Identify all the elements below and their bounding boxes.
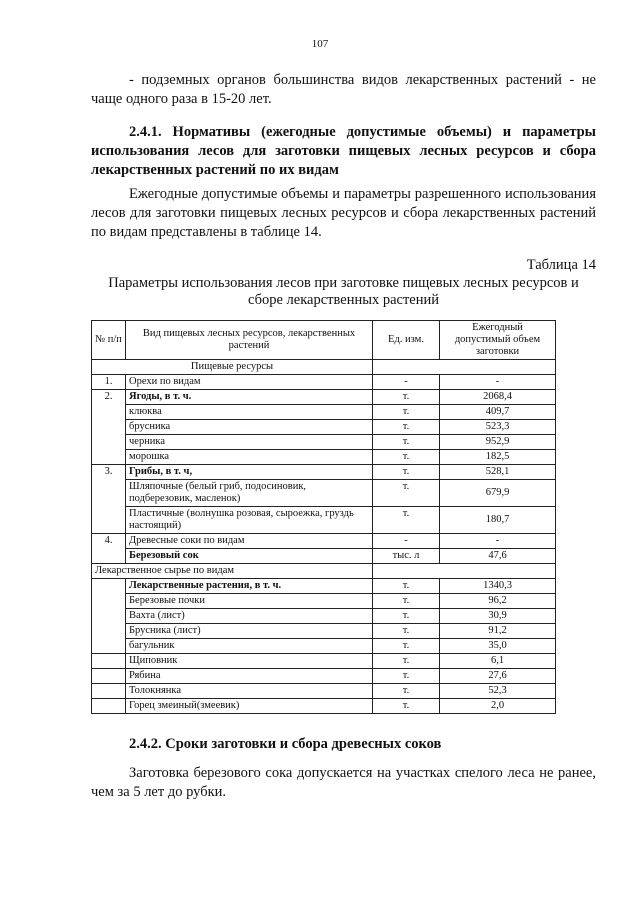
table-row bbox=[92, 435, 556, 450]
row-unit: т. bbox=[373, 639, 440, 654]
row-volume: 47,6 bbox=[440, 549, 556, 564]
row-name: Толокнянка bbox=[126, 684, 373, 699]
row-name: Горец змеиный(змеевик) bbox=[126, 699, 373, 714]
row-volume: 2,0 bbox=[440, 699, 556, 714]
row-volume: 91,2 bbox=[440, 624, 556, 639]
header-no: № п/п bbox=[92, 321, 126, 360]
section-heading: 2.4.1. Нормативы (ежегодные допустимые объемы) и параметры использования лесов для заготовки пищевых лесных ресурсов и сбора лекарственных растений по их видам bbox=[91, 124, 596, 178]
row-unit: т. bbox=[373, 624, 440, 639]
table-row bbox=[92, 549, 556, 564]
row-unit: т. bbox=[373, 594, 440, 609]
table-row bbox=[92, 699, 556, 714]
group-spacer bbox=[373, 360, 556, 375]
resources-table bbox=[91, 320, 556, 714]
row-name: Лекарственные растения, в т. ч. bbox=[126, 579, 373, 594]
row-name: Щиповник bbox=[126, 654, 373, 669]
section-heading-2: 2.4.2. Сроки заготовки и сбора древесных соков bbox=[129, 736, 442, 752]
row-name: Грибы, в т. ч, bbox=[126, 465, 373, 480]
row-unit: - bbox=[373, 534, 440, 549]
row-name: Березовые почки bbox=[126, 594, 373, 609]
row-unit: т. bbox=[373, 654, 440, 669]
row-volume: 679,9 bbox=[440, 480, 556, 507]
row-no: 2. bbox=[92, 390, 126, 465]
row-unit: т. bbox=[373, 420, 440, 435]
row-unit: т. bbox=[373, 609, 440, 624]
row-unit: т. bbox=[373, 465, 440, 480]
row-volume: - bbox=[440, 534, 556, 549]
row-volume: 6,1 bbox=[440, 654, 556, 669]
row-volume: 52,3 bbox=[440, 684, 556, 699]
row-name: багульник bbox=[126, 639, 373, 654]
row-name: Вахта (лист) bbox=[126, 609, 373, 624]
table-row bbox=[92, 465, 556, 480]
table-row bbox=[92, 405, 556, 420]
table-row bbox=[92, 609, 556, 624]
row-unit: т. bbox=[373, 450, 440, 465]
row-name: брусника bbox=[126, 420, 373, 435]
row-name: Пластичные (волнушка розовая, сыроежка, груздь настоящий) bbox=[126, 507, 373, 534]
table-row bbox=[92, 390, 556, 405]
row-unit: т. bbox=[373, 405, 440, 420]
table-row bbox=[92, 624, 556, 639]
row-no bbox=[92, 669, 126, 684]
row-volume: 528,1 bbox=[440, 465, 556, 480]
row-no bbox=[92, 654, 126, 669]
table-row bbox=[92, 639, 556, 654]
body-paragraph: Ежегодные допустимые объемы и параметры разрешенного использования лесов для заготовки пищевых лесных ресурсов и сбора лекарственных растений по видам представлены в таблице 14. bbox=[91, 186, 596, 240]
row-name: клюква bbox=[126, 405, 373, 420]
table-row bbox=[92, 684, 556, 699]
table-row bbox=[92, 534, 556, 549]
row-name: Ягоды, в т. ч. bbox=[126, 390, 373, 405]
group-row-food bbox=[92, 360, 556, 375]
table-row bbox=[92, 480, 556, 507]
header-name: Вид пищевых лесных ресурсов, лекарственных растений bbox=[126, 321, 373, 360]
row-unit: т. bbox=[373, 669, 440, 684]
group-title: Пищевые ресурсы bbox=[92, 360, 373, 375]
row-volume: 27,6 bbox=[440, 669, 556, 684]
row-unit: т. bbox=[373, 507, 440, 534]
page-number: 107 bbox=[311, 38, 329, 50]
table-caption: Параметры использования лесов при заготовке пищевых лесных ресурсов и сборе лекарственных растений bbox=[108, 275, 579, 308]
header-unit: Ед. изм. bbox=[373, 321, 440, 360]
table-row bbox=[92, 375, 556, 390]
row-unit: т. bbox=[373, 390, 440, 405]
row-unit: - bbox=[373, 375, 440, 390]
group-row-medicinal bbox=[92, 564, 556, 579]
row-no bbox=[92, 684, 126, 699]
table-row bbox=[92, 669, 556, 684]
table-row bbox=[92, 579, 556, 594]
body-paragraph-2: Заготовка березового сока допускается на участках спелого леса не ранее, чем за 5 лет до рубки. bbox=[91, 765, 596, 800]
row-volume: 96,2 bbox=[440, 594, 556, 609]
row-volume: 523,3 bbox=[440, 420, 556, 435]
row-unit: т. bbox=[373, 684, 440, 699]
row-volume: 952,9 bbox=[440, 435, 556, 450]
table-header-row bbox=[92, 321, 556, 360]
row-name: морошка bbox=[126, 450, 373, 465]
row-volume: 35,0 bbox=[440, 639, 556, 654]
row-volume: 409,7 bbox=[440, 405, 556, 420]
row-name: Шляпочные (белый гриб, подосиновик, подберезовик, масленок) bbox=[126, 480, 373, 507]
table-row bbox=[92, 420, 556, 435]
row-no bbox=[92, 579, 126, 654]
header-volume: Ежегодный допустимый объем заготовки bbox=[440, 321, 556, 360]
group-title: Лекарственное сырье по видам bbox=[92, 564, 373, 579]
row-volume: 180,7 bbox=[440, 507, 556, 534]
table-row bbox=[92, 594, 556, 609]
row-name: черника bbox=[126, 435, 373, 450]
row-volume: 30,9 bbox=[440, 609, 556, 624]
row-name: Орехи по видам bbox=[126, 375, 373, 390]
row-volume: - bbox=[440, 375, 556, 390]
row-no: 4. bbox=[92, 534, 126, 564]
row-name: Березовый сок bbox=[126, 549, 373, 564]
table-row bbox=[92, 450, 556, 465]
row-name: Рябина bbox=[126, 669, 373, 684]
row-volume: 2068,4 bbox=[440, 390, 556, 405]
row-unit: т. bbox=[373, 435, 440, 450]
table-row bbox=[92, 654, 556, 669]
row-unit: т. bbox=[373, 699, 440, 714]
row-volume: 182,5 bbox=[440, 450, 556, 465]
group-spacer bbox=[373, 564, 556, 579]
row-volume: 1340,3 bbox=[440, 579, 556, 594]
table-label: Таблица 14 bbox=[526, 257, 596, 273]
bullet-paragraph: - подземных органов большинства видов лекарственных растений - не чаще одного раза в 15-20 лет. bbox=[91, 72, 596, 107]
row-no bbox=[92, 699, 126, 714]
row-no: 1. bbox=[92, 375, 126, 390]
row-unit: тыс. л bbox=[373, 549, 440, 564]
row-unit: т. bbox=[373, 480, 440, 507]
row-name: Древесные соки по видам bbox=[126, 534, 373, 549]
row-no: 3. bbox=[92, 465, 126, 534]
row-name: Брусника (лист) bbox=[126, 624, 373, 639]
row-unit: т. bbox=[373, 579, 440, 594]
table-row bbox=[92, 507, 556, 534]
